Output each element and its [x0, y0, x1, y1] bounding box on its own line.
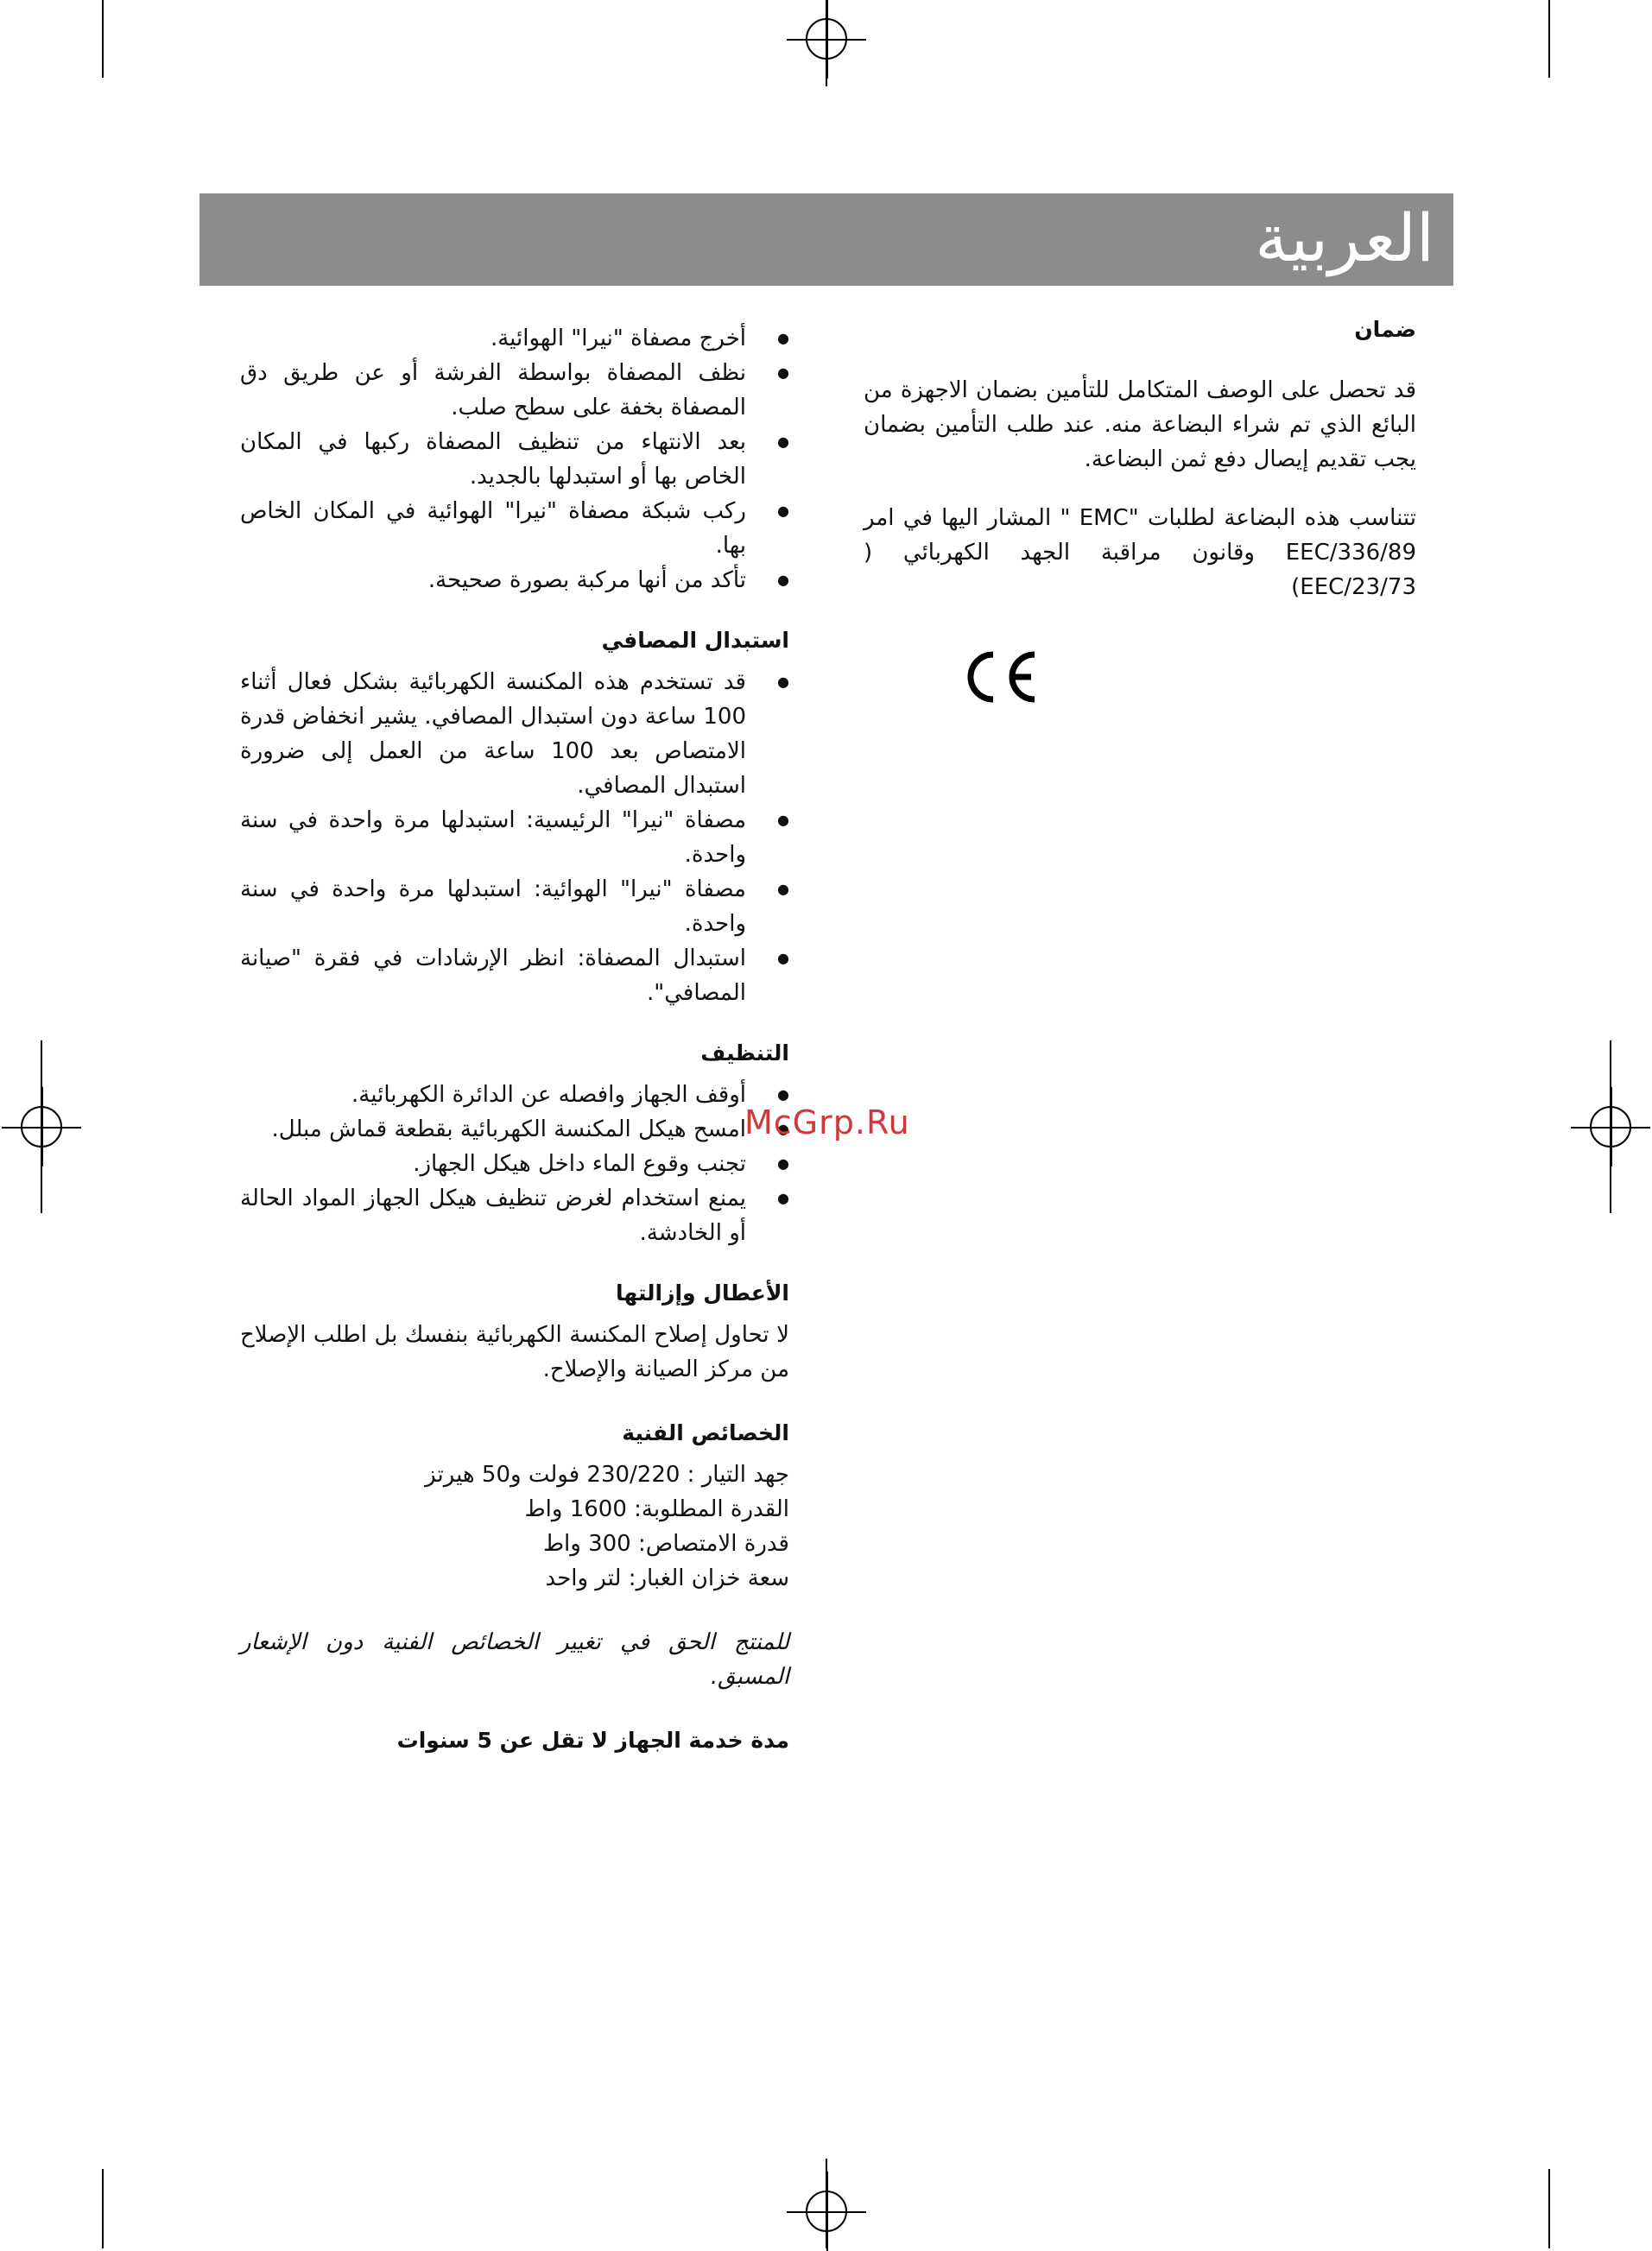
ce-mark-icon [959, 648, 1041, 706]
language-header-band [199, 193, 1453, 286]
registration-mark-top [806, 18, 847, 60]
spec-line: قدرة الامتصاص: 300 واط [542, 1531, 789, 1557]
specs-list [240, 1457, 789, 1596]
cleaning-bullet-list [240, 1078, 789, 1250]
list-item: ● أخرج مصفاة "نيرا" الهوائية. [240, 321, 789, 356]
troubleshooting-paragraph: لا تحاول إصلاح المكنسة الكهربائية بنفسك بل اطلب الإصلاح من مركز الصيانة والإصلاح. [240, 1322, 789, 1382]
list-item: ● استبدال المصفاة: انظر الإرشادات في فقرة "صيانة المصافي". [240, 941, 789, 1010]
list-item: ● يمنع استخدام لغرض تنظيف هيكل الجهاز المواد الحالة أو الخادشة. [240, 1181, 789, 1250]
list-item: ● ركب شبكة مصفاة "نيرا" الهوائية في المكان الخاص بها. [240, 494, 789, 563]
list-item: ● مصفاة "نيرا" الهوائية: استبدلها مرة واحدة في سنة واحدة. [240, 872, 789, 941]
registration-mark-left [21, 1106, 62, 1148]
crop-mark [1548, 0, 1550, 78]
spec-line: القدرة المطلوبة: 1600 واط [524, 1496, 789, 1522]
registration-mark-right [1590, 1106, 1631, 1148]
list-item: ● قد تستخدم هذه المكنسة الكهربائية بشكل فعال أثناء 100 ساعة دون استبدال المصافي. يشير انخفاض قدرة الامتصاص بعد 100 ساعة من العمل إلى ضرورة استبدال المصافي. [240, 665, 789, 803]
spec-line: جهد التيار : 230/220 فولت و50 هيرتز [425, 1462, 789, 1488]
list-item: ● امسح هيكل المكنسة الكهربائية بقطعة قماش مبلل. [240, 1112, 789, 1147]
crop-mark [1548, 2169, 1550, 2248]
spec-change-note: للمنتج الحق في تغيير الخصائص الفنية دون الإشعار المسبق. [240, 1629, 789, 1690]
right-column [864, 313, 1416, 629]
specs-heading: الخصائص الفنية [622, 1420, 789, 1445]
troubleshooting-heading: الأعطال وإزالتها [616, 1280, 789, 1306]
compliance-paragraph: تتناسب هذه البضاعة لطلبات "EMC " المشار اليها في امر EEC/336/89 وقانون مراقبة الجهد الكهربائي ( EEC/23/73) [864, 505, 1417, 600]
spec-line: سعة خزان الغبار: لتر واحد [545, 1565, 789, 1591]
warranty-heading: ضمان [1354, 317, 1416, 342]
list-item: ● تأكد من أنها مركبة بصورة صحيحة. [240, 563, 789, 598]
list-item: ● تجنب وقوع الماء داخل هيكل الجهاز. [240, 1147, 789, 1181]
service-life: مدة خدمة الجهاز لا تقل عن 5 سنوات [396, 1728, 789, 1753]
list-item: ● مصفاة "نيرا" الرئيسية: استبدلها مرة واحدة في سنة واحدة. [240, 803, 789, 872]
cleaning-heading: التنظيف [700, 1040, 789, 1065]
watermark-text: McGrp.Ru [744, 1103, 910, 1141]
list-item: ● بعد الانتهاء من تنظيف المصفاة ركبها في المكان الخاص بها أو استبدلها بالجديد. [240, 425, 789, 494]
left-column [240, 321, 789, 1758]
filters-bullet-list [240, 665, 789, 1010]
warranty-paragraph: قد تحصل على الوصف المتكامل للتأمين بضمان الاجهزة من البائع الذي تم شراء البضاعة منه. عند طلب التأمين بضمان يجب تقديم إيصال دفع ثمن البضاعة. [864, 377, 1416, 472]
list-item: ● أوقف الجهاز وافصله عن الدائرة الكهربائية. [240, 1078, 789, 1112]
language-title: العربية [1255, 199, 1434, 276]
intro-bullet-list [240, 321, 789, 598]
crop-mark [102, 2169, 104, 2248]
filters-heading: استبدال المصافي [601, 628, 789, 653]
registration-mark-bottom [806, 2191, 847, 2232]
crop-mark [102, 0, 104, 78]
list-item: ● نظف المصفاة بواسطة الفرشة أو عن طريق دق المصفاة بخفة على سطح صلب. [240, 356, 789, 425]
